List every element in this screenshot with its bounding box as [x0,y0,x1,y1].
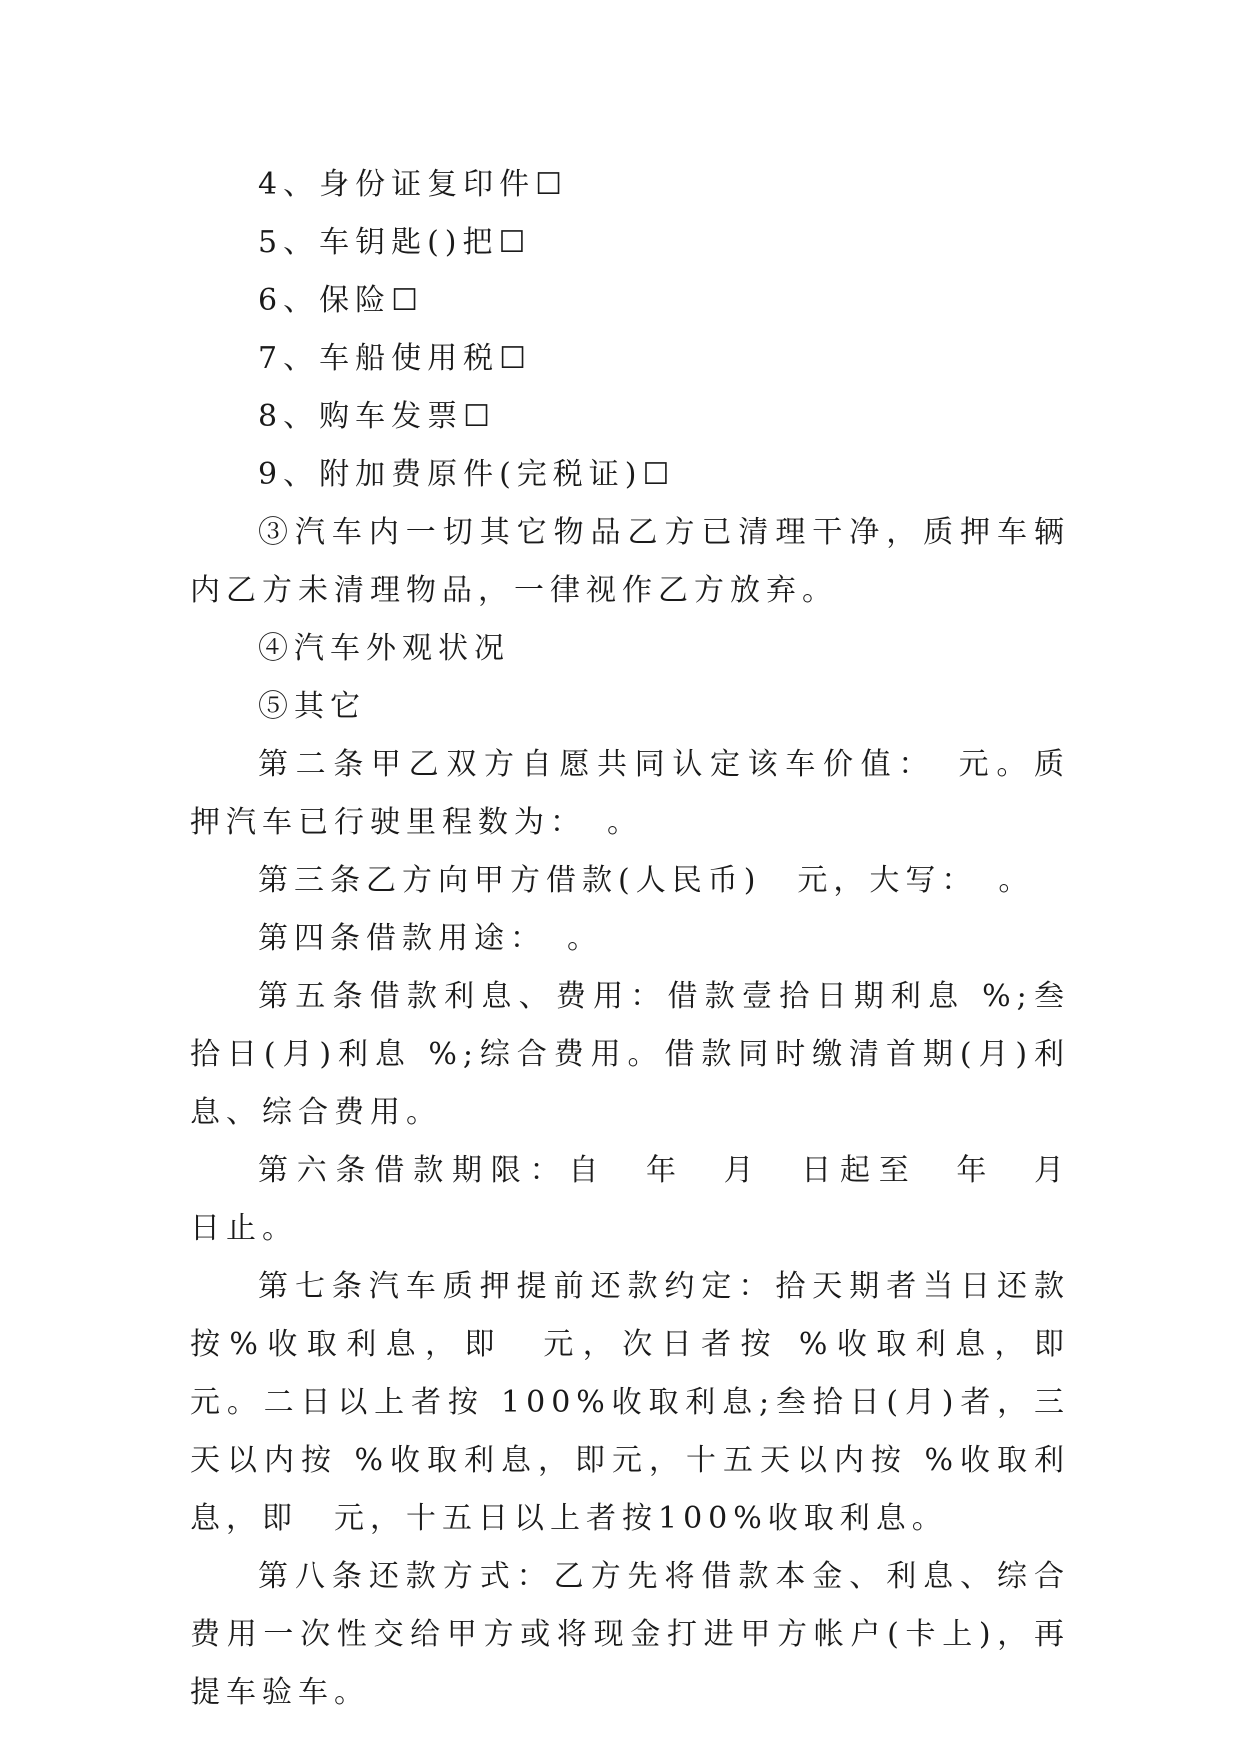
clause-exterior-condition: ④汽车外观状况 [258,631,510,666]
article-4-loan-purpose: 第四条借款用途： 。 [258,921,603,956]
item-car-keys: 5、车钥匙()把☐ [258,225,532,260]
item-surcharge-original: 9、附加费原件(完税证)☐ [258,457,676,492]
item-vehicle-tax: 7、车船使用税☐ [258,341,532,376]
item-insurance: 6、保险☐ [258,283,424,318]
article-3-loan-amount: 第三条乙方向甲方借款(人民币) 元，大写： 。 [258,863,1035,898]
document-body [190,156,1106,1722]
item-id-copy: 4、身份证复印件☐ [258,167,568,202]
clause-other: ⑤其它 [258,689,366,724]
item-purchase-invoice: 8、购车发票☐ [258,399,496,434]
article-5-interest-fees: 第五条借款利息、费用：借款壹拾日期利息 %;叁拾日(月)利息 %;综合费用。借款同时缴清首期(月)利息、综合费用。 [190,979,1070,1130]
article-2-vehicle-value: 第二条甲乙双方自愿共同认定该车价值： 元。质押汽车已行驶里程数为： 。 [190,747,1070,840]
article-8-repayment-method: 第八条还款方式：乙方先将借款本金、利息、综合费用一次性交给甲方或将现金打进甲方帐户(卡上)，再提车验车。 [190,1559,1070,1710]
article-6-loan-term: 第六条借款期限：自 年 月 日起至 年 月 日止。 [190,1153,1106,1246]
clause-items-cleared: ③汽车内一切其它物品乙方已清理干净，质押车辆内乙方未清理物品，一律视作乙方放弃。 [190,515,1070,608]
article-7-early-repayment: 第七条汽车质押提前还款约定：拾天期者当日还款按%收取利息，即 元，次日者按 %收取利息，即 元。二日以上者按 100%收取利息;叁拾日(月)者，三天以内按 %收取利息，即元，十五天以内按 %收取利息，即 元，十五日以上者按100%收取利息。 [190,1269,1106,1536]
